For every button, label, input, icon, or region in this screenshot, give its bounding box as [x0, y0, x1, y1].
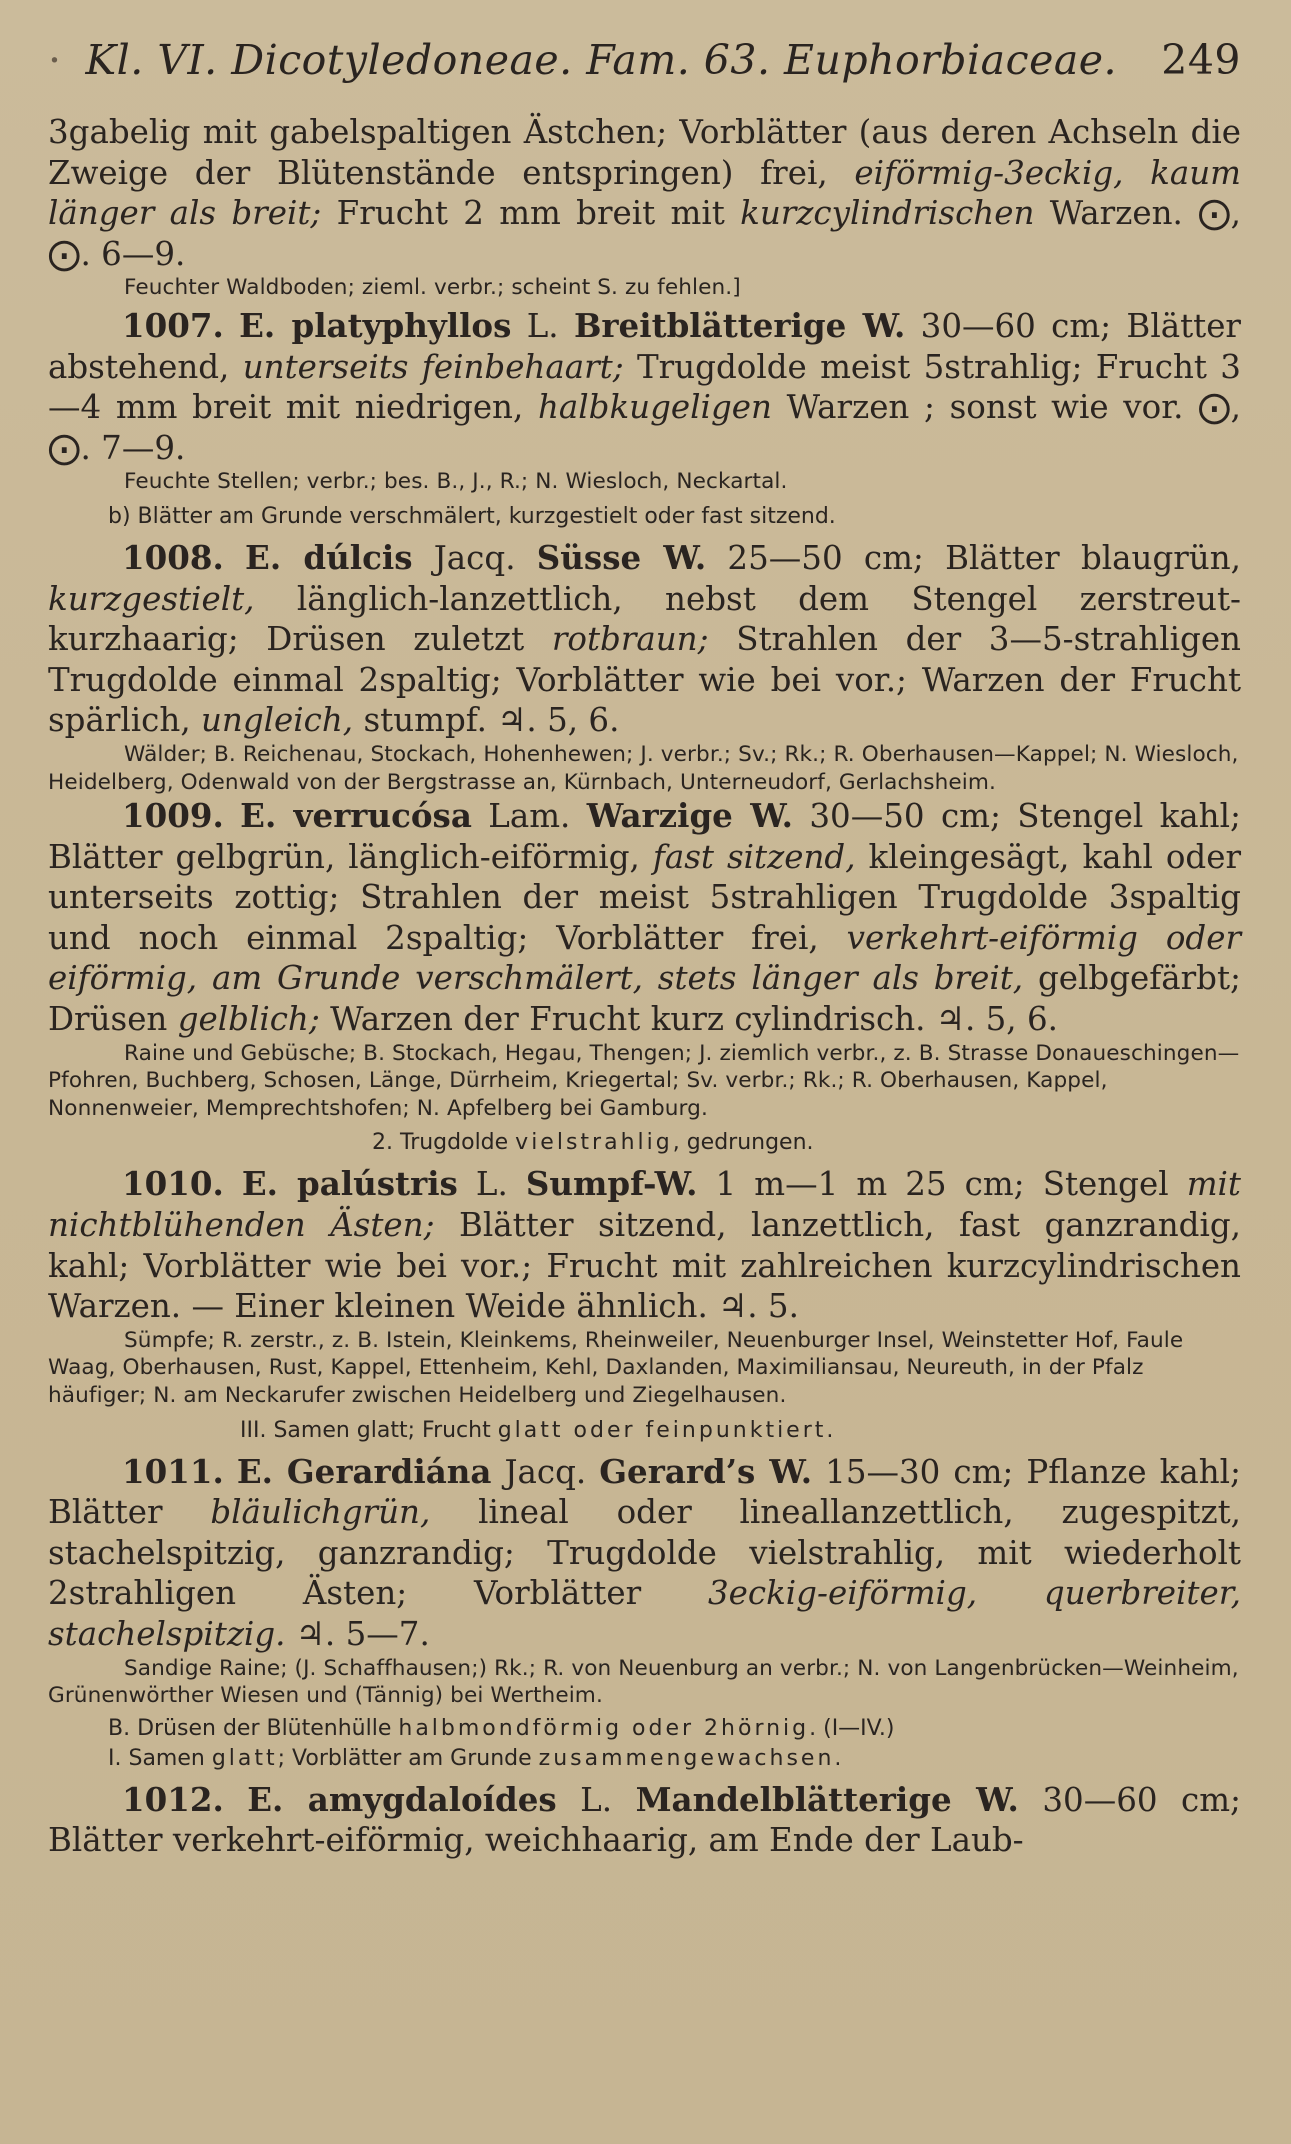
group-heading-B: B. Drüsen der Blütenhülle halbmondförmig oder 2hörnig. (I—IV.) — [108, 1715, 895, 1741]
vernacular-name: Gerard’s W. — [599, 1451, 813, 1491]
species-number: 1007. — [122, 305, 224, 345]
species-entry-1008: 1008. E. dúlcis Jacq. Süsse W. 25—50 cm; Blätter blaugrün, kurzgestielt, länglich-lanzettlich, nebst dem Stengel zerstreut-kurzhaarig; Drüsen zuletzt rotbraun; Strahlen der 3—5-strahligen Trugdolde einmal 2spaltig; Vorblätter wie bei vor.; Warzen der Frucht spärlich, ungleich, stumpf. ♃. 5, 6. — [48, 537, 1241, 740]
vernacular-name: Sumpf-W. — [525, 1164, 698, 1204]
species-author: Jacq. — [491, 1452, 587, 1491]
species-name: E. Gerardiána — [236, 1451, 492, 1491]
species-number: 1012. — [122, 1779, 224, 1819]
species-number: 1009. — [122, 796, 224, 836]
species-name: E. amygdaloídes — [247, 1779, 557, 1819]
habitat-1008: Wälder; B. Reichenau, Stockach, Hohenhewen; J. verbr.; Sv.; Rk.; R. Oberhausen—Kappel; N. Wiesloch, Heidelberg, Odenwald von der Bergstrasse an, Kürnbach, Unterneudorf, Gerlachsheim. — [48, 741, 1239, 795]
habitat-1011: Sandige Raine; (J. Schaffhausen;) Rk.; R. von Neuenburg an verbr.; N. von Langenbrücken—Weinheim, Grünenwörther Wiesen und (Tännig) bei Wertheim. — [48, 1655, 1239, 1709]
habitat-1007: Feuchte Stellen; verbr.; bes. B., J., R.; N. Wiesloch, Neckartal. — [124, 469, 788, 495]
species-entry-1012: 1012. E. amygdaloídes L. Mandelblätterige W. 30—60 cm; Blätter verkehrt-eiförmig, weichhaarig, am Ende der Laub- — [48, 1779, 1241, 1860]
vernacular-name: Breitblätterige W. — [573, 305, 906, 345]
running-head — [48, 36, 1241, 98]
species-name: E. verrucósa — [240, 796, 472, 836]
species-author: Lam. — [471, 797, 571, 836]
species-name: E. platyphyllos — [239, 305, 512, 345]
margin-mark: · — [48, 36, 62, 84]
species-name: E. palústris — [241, 1164, 458, 1204]
group-heading-2: 2. Trugdolde vielstrahlig, gedrungen. — [372, 1130, 814, 1156]
continued-habitat: Feuchter Waldboden; zieml. verbr.; scheint S. zu fehlen.] — [124, 275, 741, 301]
species-author: Jacq. — [412, 538, 516, 577]
species-number: 1008. — [122, 537, 224, 577]
species-name: E. dúlcis — [245, 537, 413, 577]
running-title: Kl. VI. Dicotyledoneae. Fam. 63. Euphorbiaceae. — [85, 36, 1118, 84]
species-number: 1010. — [122, 1164, 224, 1204]
habitat-1010: Sümpfe; R. zerstr., z. B. Istein, Kleinkems, Rheinweiler, Neuenburger Insel, Weinstetter Hof, Faule Waag, Oberhausen, Rust, Kappel, Ettenheim, Kehl, Daxlanden, Maximiliansau, Neureuth, in der Pfalz häufiger; N. am Neckarufer zwischen Heidelberg und Ziegelhausen. — [48, 1327, 1184, 1408]
species-number: 1011. — [122, 1451, 224, 1491]
continued-description: 3gabelig mit gabelspaltigen Ästchen; Vorblätter (aus deren Achseln die Zweige der Blütenstände entspringen) frei, eiförmig-3eckig, kaum länger als breit; Frucht 2 mm breit mit kurzcylindrischen Warzen. ⨀, ⨀. 6—9. — [48, 113, 1241, 273]
species-author: L. — [457, 1165, 508, 1204]
species-author: L. — [511, 306, 559, 345]
page-number: 249 — [1161, 36, 1241, 84]
vernacular-name: Warzige W. — [586, 796, 793, 836]
vernacular-name: Süsse W. — [536, 537, 707, 577]
species-entry-1007: 1007. E. platyphyllos L. Breitblätterige W. 30—60 cm; Blätter abstehend, unterseits feinbehaart; Trugdolde meist 5strahlig; Frucht 3—4 mm breit mit niedrigen, halbkugeligen Warzen ; sonst wie vor. ⨀, ⨀. 7—9. — [48, 305, 1241, 467]
species-entry-1010: 1010. E. palústris L. Sumpf-W. 1 m—1 m 25 cm; Stengel mit nichtblühenden Ästen; Blätter sitzend, lanzettlich, fast ganzrandig, kahl; Vorblätter wie bei vor.; Frucht mit zahlreichen kurzcylindrischen Warzen. — Einer kleinen Weide ähnlich. ♃. 5. — [48, 1164, 1241, 1326]
habitat-1009: Raine und Gebüsche; B. Stockach, Hegau, Thengen; J. ziemlich verbr., z. B. Strasse Donaueschingen—Pfohren, Buchberg, Schosen, Länge, Dürrheim, Kriegertal; Sv. verbr.; Rk.; R. Oberhausen, Kappel, Nonnenweier, Memprechtshofen; N. Apfelberg bei Gamburg. — [48, 1040, 1240, 1121]
species-entry-1011: 1011. E. Gerardiána Jacq. Gerard’s W. 15—30 cm; Pflanze kahl; Blätter bläulichgrün, lineal oder lineallanzettlich, zugespitzt, stachelspitzig, ganzrandig; Trugdolde vielstrahlig, mit wiederholt 2strahligen Ästen; Vorblätter 3eckig-eiförmig, querbreiter, stachelspitzig. ♃. 5—7. — [48, 1451, 1241, 1653]
group-heading-b: b) Blätter am Grunde verschmälert, kurzgestielt oder fast sitzend. — [108, 503, 836, 529]
species-author: L. — [556, 1780, 613, 1819]
species-entry-1009: 1009. E. verrucósa Lam. Warzige W. 30—50 cm; Stengel kahl; Blätter gelbgrün, länglich-eiförmig, fast sitzend, kleingesägt, kahl oder unterseits zottig; Strahlen der meist 5strahligen Trugdolde 3spaltig und noch einmal 2spaltig; Vorblätter frei, verkehrt-eiförmig oder eiförmig, am Grunde verschmälert, stets länger als breit, gelbgefärbt; Drüsen gelblich; Warzen der Frucht kurz cylindrisch. ♃. 5, 6. — [48, 796, 1241, 1039]
group-heading-III: III. Samen glatt; Frucht glatt oder feinpunktiert. — [240, 1417, 834, 1443]
group-heading-I: I. Samen glatt; Vorblätter am Grunde zusammengewachsen. — [108, 1745, 842, 1771]
vernacular-name: Mandelblätterige W. — [635, 1779, 1019, 1819]
